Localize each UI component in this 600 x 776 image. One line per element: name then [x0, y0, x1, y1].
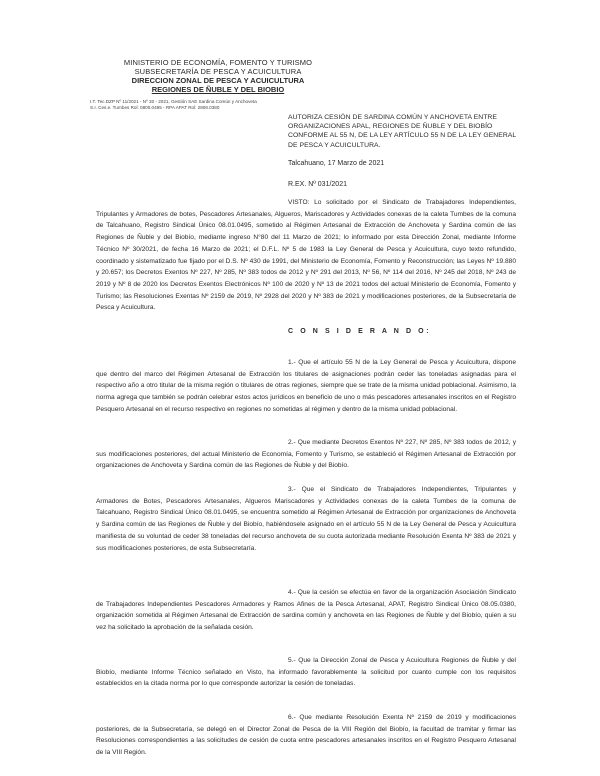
- considerando-paragraph-2: 2.- Que mediante Decretos Exentos Nº 227, Nº 285, Nº 383 todos de 2012, y sus modificaciones posteriores, del actual Ministerio de Economía, Fomento y Turismo, se estableció el Régimen Artesanal de Extracción por organizaciones de Anchoveta y Sardina común de las Regiones de Ñuble y del Biobío.: [96, 439, 516, 470]
- visto-paragraph: VISTO: Lo solicitado por el Sindicato de Trabajadores Independientes, Tripulantes y Armadores de botes, Pescadores Artesanales, Algueros, Mariscadores y Actividades conexas de la caleta Tumbes de la comuna de Talcahuano, Registro Sindical Único 08.01.0495, sometido al Régimen Artesanal de Extracción de Anchoveta y Sardina común de las Regiones de Ñuble y del Biobío, mediante ingreso N°80 del 11 Marzo de 2021; lo informado por esta Dirección Zonal, mediante Informe Técnico Nº 30/2021, de fecha 16 Marzo de 2021; el D.F.L. Nº 5 de 1983 la Ley General de Pesca y Acuicultura, cuyo texto refundido, coordinado y sistematizado fue fijado por el D.S. Nº 430 de 1991, del Ministerio de Economía, Fomento y Reconstrucción; las Leyes Nº 19.880 y 20.657; los Decretos Exentos Nº 227, Nº 285, Nº 383 todos de 2012 y Nº 291 del 2013, Nº 56, Nº 114 del 2016, Nº 245 del 2018, Nº 243 de 2019 y Nº 8 de 2020 los Decretos Exentos Electrónicos Nº 100 de 2020 y Nº 13 de 2021 todos del actual Ministerio de Economía, Fomento y Turismo; las Resoluciones Exentas Nº 2159 de 2019, Nº 2928 del 2020 y Nº 383 de 2021 y modificaciones posteriores, de la Subsecretaría de Pesca y Acuicultura.: [96, 199, 516, 312]
- considerando-heading: C O N S I D E R A N D O:: [288, 328, 432, 335]
- letterhead: [118, 58, 318, 94]
- region-name: REGIONES DE ÑUBLE Y DEL BIOBIO: [151, 85, 285, 94]
- undersecretariat-name: SUBSECRETARÍA DE PESCA Y ACUICULTURA: [134, 67, 302, 76]
- considerando-paragraph-3: 3.- Que el Sindicato de Trabajadores Independientes, Tripulantes y Armadores de Botes, Pescadores Artesanales, Algueros Mariscadores y Actividades conexas de la caleta Tumbes de la comuna de Talcahuano, Registro Sindical Único 08.01.0495, se encuentra sometido al Régimen Artesanal de Extracción por organizaciones de Anchoveta y Sardina común de las Regiones de Ñuble y del Biobío, habiéndosele asignado en el artículo 55 N de la Ley General de Pesca y Acuicultura manifiesta de su voluntad de ceder 38 toneladas del recurso anchoveta de su cuota autorizada mediante Resolución Exenta Nº 383 de 2021 y sus modificaciones posteriores, de esta Subsecretaría.: [96, 486, 516, 552]
- considerando-paragraph-4: 4.- Que la cesión se efectúa en favor de la organización Asociación Sindicato de Trabajadores Independientes Pescadores Armadores y Ramos Afines de la Pesca Artesanal, APAT, Registro Sindical Único 08.05.0380, organización sometida al Régimen Artesanal de Extracción de sardina común y anchoveta en las Regiones de Ñuble y del Biobío, quien a su vez ha solicitado la aprobación de la señalada cesión.: [96, 589, 516, 632]
- directorate-name: DIRECCION ZONAL DE PESCA Y ACUICULTURA: [131, 76, 305, 85]
- reference-line-1: I.T. Tec.DZP Nº 11/2021 - Nº 30 - 2021, Gestión SAE Sardina Común y Anchoveta: [90, 99, 257, 104]
- considerando-paragraph-6: 6.- Que mediante Resolución Exenta Nº 2159 de 2019 y modificaciones posteriores, de la Subsecretaría, se delegó en el Director Zonal de Pesca de la VIII Región del Biobío, la facultad de tramitar y firmar las Resoluciones correspondientes a las solicitudes de cesión de cuota entre pescadores artesanales inscritos en el Registro Pesquero Artesanal de la VIII Región.: [96, 714, 516, 757]
- reference-line-2: S.I. Ces.e. Turnbes Rol: 0800.0495 - RPA APAT Rol: 2806.0380: [90, 105, 220, 110]
- considerando-paragraph-1: 1.- Que el artículo 55 N de la Ley General de Pesca y Acuicultura, dispone que dentro del marco del Régimen Artesanal de Extracción los titulares de asignaciones podrán ceder las toneladas asignadas para el respectivo año a otro titular de la misma región o titulares de otras regiones, siempre que se trate de la misma unidad poblacional. Asimismo, la norma agrega que también se podrán celebrar estos actos jurídicos en beneficio de uno o más pescadores artesanales inscritos en el Registro Pesquero Artesanal en el recurso respectivo en regiones no sometidas al régimen y dentro de la misma unidad poblacional.: [96, 359, 516, 413]
- resolution-subject: AUTORIZA CESIÓN DE SARDINA COMÚN Y ANCHOVETA ENTRE ORGANIZACIONES APAL, REGIONES DE ÑUBLE Y DEL BIOBÍO CONFORME AL 55 N, DE LA LEY ARTÍCULO 55 N DE LA LEY GENERAL DE PESCA Y ACUICULTURA.: [288, 114, 516, 149]
- place-and-date: Talcahuano, 17 Marzo de 2021: [288, 160, 385, 167]
- considerando-paragraph-5: 5.- Que la Dirección Zonal de Pesca y Acuicultura Regiones de Ñuble y del Biobío, mediante Informe Técnico señalado en Visto, ha informado favorablemente la solicitud por cuanto cumple con los requisitos establecidos en la citada norma por lo que corresponde autorizar la cesión de toneladas.: [96, 657, 516, 688]
- ministry-name: MINISTERIO DE ECONOMÍA, FOMENTO Y TURISMO: [123, 58, 313, 67]
- resolution-number: R.EX. Nº 031/2021: [288, 181, 347, 188]
- reference-codes: [90, 99, 300, 111]
